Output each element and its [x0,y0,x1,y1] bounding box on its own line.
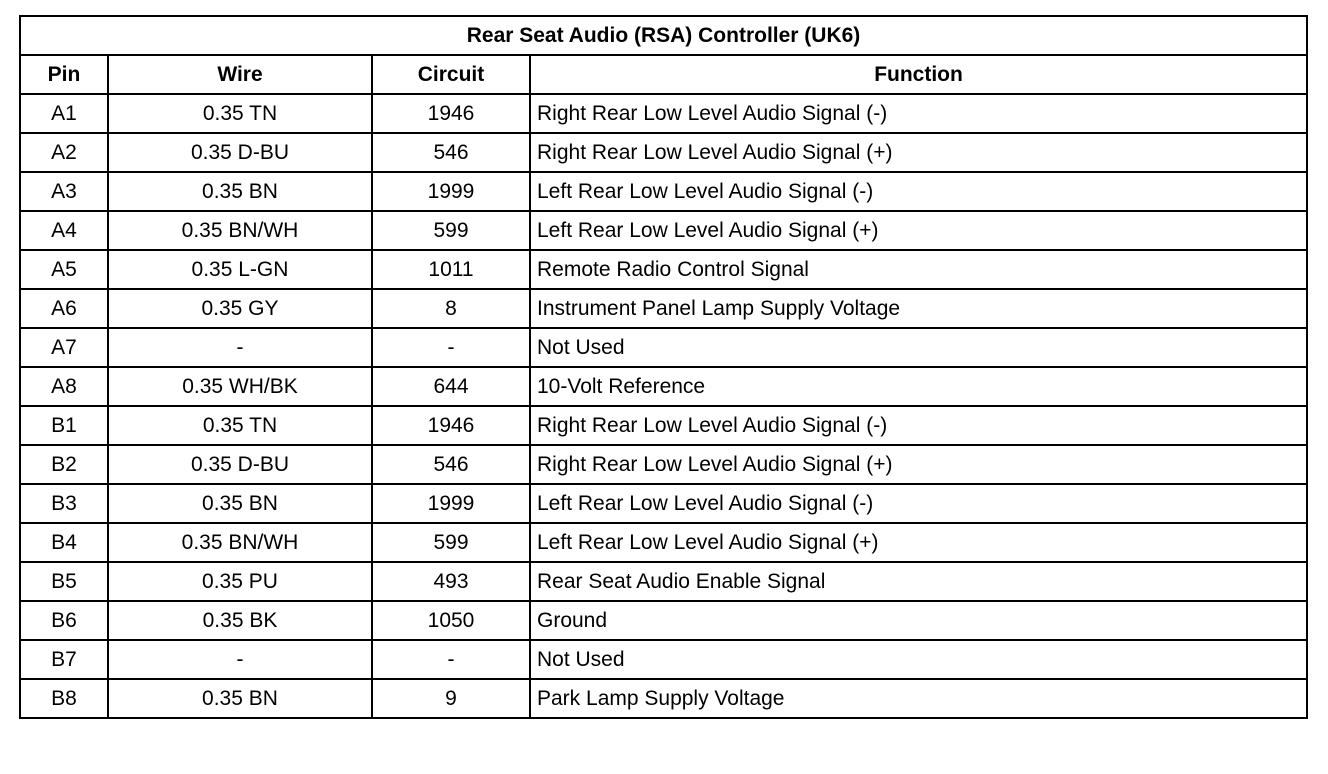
circuit-cell: 1946 [372,94,530,133]
wire-cell: 0.35 BN [108,679,372,718]
circuit-cell: 1011 [372,250,530,289]
pin-cell: B8 [20,679,108,718]
circuit-cell: 546 [372,133,530,172]
table-row [20,250,1307,289]
table-row [20,445,1307,484]
table-row [20,523,1307,562]
table-row [20,484,1307,523]
function-cell: Not Used [530,640,1307,679]
wire-cell: 0.35 BN/WH [108,211,372,250]
function-cell: Instrument Panel Lamp Supply Voltage [530,289,1307,328]
wire-cell: - [108,328,372,367]
column-header-circuit: Circuit [372,55,530,94]
wire-cell: 0.35 BN [108,484,372,523]
wire-cell: 0.35 BN [108,172,372,211]
function-cell: Left Rear Low Level Audio Signal (-) [530,172,1307,211]
function-cell: Left Rear Low Level Audio Signal (+) [530,523,1307,562]
table-row [20,328,1307,367]
circuit-cell: 546 [372,445,530,484]
function-cell: 10-Volt Reference [530,367,1307,406]
circuit-cell: 1999 [372,484,530,523]
pin-cell: A6 [20,289,108,328]
circuit-cell: - [372,640,530,679]
pin-cell: B2 [20,445,108,484]
table-row [20,172,1307,211]
wire-cell: 0.35 D-BU [108,133,372,172]
table-title-row [20,16,1307,55]
pin-cell: A5 [20,250,108,289]
wire-cell: 0.35 PU [108,562,372,601]
pin-cell: A4 [20,211,108,250]
function-cell: Park Lamp Supply Voltage [530,679,1307,718]
table-row [20,679,1307,718]
circuit-cell: 8 [372,289,530,328]
function-cell: Right Rear Low Level Audio Signal (-) [530,94,1307,133]
circuit-cell: 1050 [372,601,530,640]
wire-cell: - [108,640,372,679]
column-header-pin: Pin [20,55,108,94]
circuit-cell: 644 [372,367,530,406]
pin-cell: A2 [20,133,108,172]
pin-cell: A1 [20,94,108,133]
function-cell: Left Rear Low Level Audio Signal (+) [530,211,1307,250]
wire-cell: 0.35 L-GN [108,250,372,289]
pin-cell: A8 [20,367,108,406]
wire-cell: 0.35 BN/WH [108,523,372,562]
pin-cell: B5 [20,562,108,601]
table-title: Rear Seat Audio (RSA) Controller (UK6) [20,16,1307,55]
table-row [20,133,1307,172]
function-cell: Right Rear Low Level Audio Signal (+) [530,445,1307,484]
circuit-cell: 1946 [372,406,530,445]
table-row [20,406,1307,445]
pin-cell: B4 [20,523,108,562]
pin-cell: B1 [20,406,108,445]
table-row [20,211,1307,250]
circuit-cell: 9 [372,679,530,718]
pin-cell: B6 [20,601,108,640]
table-row [20,94,1307,133]
table-row [20,562,1307,601]
wire-cell: 0.35 WH/BK [108,367,372,406]
circuit-cell: 599 [372,211,530,250]
table-row [20,640,1307,679]
circuit-cell: - [372,328,530,367]
function-cell: Left Rear Low Level Audio Signal (-) [530,484,1307,523]
wire-cell: 0.35 D-BU [108,445,372,484]
table-row [20,601,1307,640]
pin-cell: B7 [20,640,108,679]
function-cell: Ground [530,601,1307,640]
pin-cell: A3 [20,172,108,211]
pin-cell: A7 [20,328,108,367]
column-header-function: Function [530,55,1307,94]
circuit-cell: 1999 [372,172,530,211]
function-cell: Rear Seat Audio Enable Signal [530,562,1307,601]
wire-cell: 0.35 TN [108,94,372,133]
wire-cell: 0.35 BK [108,601,372,640]
function-cell: Not Used [530,328,1307,367]
wire-cell: 0.35 TN [108,406,372,445]
circuit-cell: 599 [372,523,530,562]
table-row [20,289,1307,328]
function-cell: Remote Radio Control Signal [530,250,1307,289]
wire-cell: 0.35 GY [108,289,372,328]
circuit-cell: 493 [372,562,530,601]
connector-pinout-table [19,15,1308,719]
table-row [20,367,1307,406]
function-cell: Right Rear Low Level Audio Signal (-) [530,406,1307,445]
table-header-row [20,55,1307,94]
pin-cell: B3 [20,484,108,523]
column-header-wire: Wire [108,55,372,94]
function-cell: Right Rear Low Level Audio Signal (+) [530,133,1307,172]
